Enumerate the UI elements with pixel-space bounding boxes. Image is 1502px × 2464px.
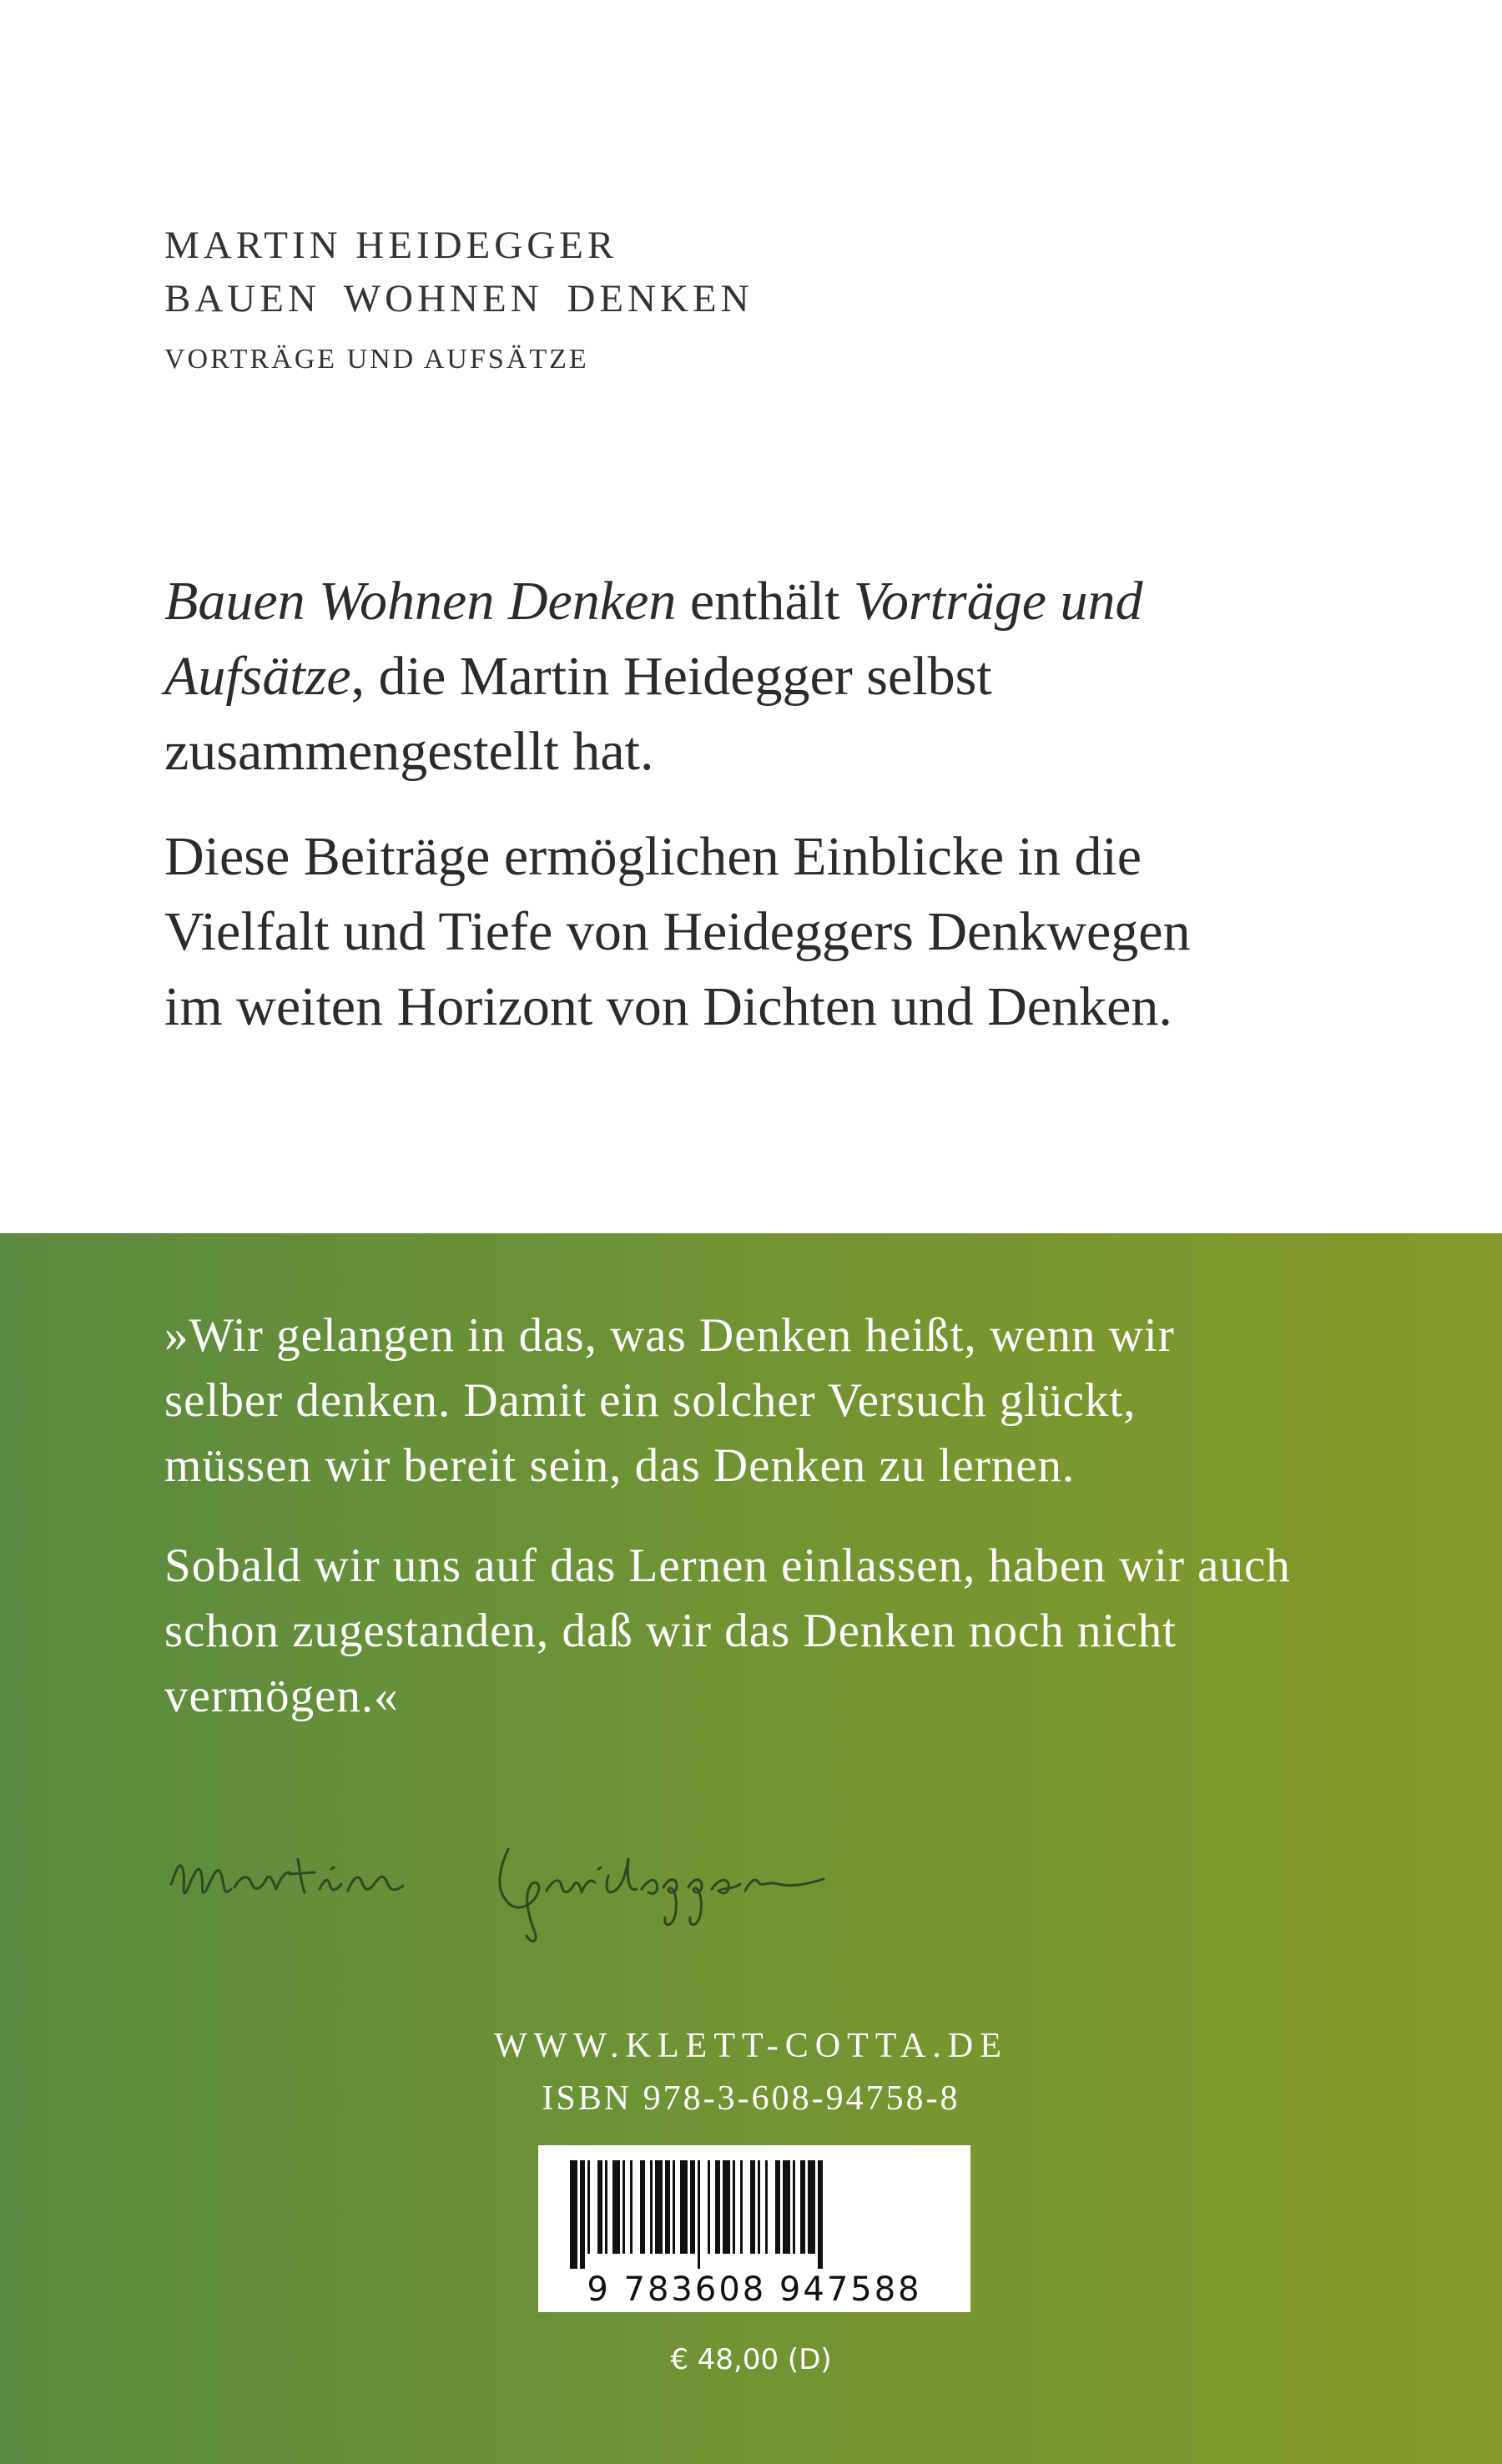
barcode-bar	[580, 2160, 585, 2269]
book-title: BAUEN WOHNEN DENKEN	[164, 277, 754, 320]
barcode-bars	[538, 2145, 970, 2270]
barcode-bar	[750, 2160, 755, 2254]
barcode-bar	[800, 2160, 805, 2254]
blurb-italic-title: Bauen Wohnen Denken	[164, 571, 677, 632]
publisher-website: WWW.KLETT-COTTA.DE	[494, 2027, 1008, 2065]
barcode-bar	[640, 2160, 645, 2254]
barcode-bar	[775, 2160, 780, 2254]
quote-paragraph-2: Sobald wir uns auf das Lernen einlassen, haben wir auch schon zugestanden, daß wir das Denken noch nicht vermögen.«	[164, 1539, 1291, 1722]
handwritten-signature	[164, 1826, 874, 1942]
blurb-text: enthält	[676, 571, 854, 632]
book-subtitle: VORTRÄGE UND AUFSÄTZE	[164, 344, 589, 375]
author-name: MARTIN HEIDEGGER	[164, 224, 618, 267]
barcode-bar	[698, 2160, 700, 2269]
barcode-bar	[612, 2160, 620, 2254]
barcode-bar	[690, 2160, 695, 2254]
isbn-number: ISBN 978-3-608-94758-8	[542, 2079, 960, 2118]
barcode-bar	[597, 2160, 602, 2254]
quote-paragraph-1: »Wir gelangen in das, was Denken heißt, wenn wir selber denken. Damit ein solcher Versuch glückt, müssen wir bereit sein, das Denken zu lernen.	[164, 1309, 1175, 1492]
barcode-bar	[650, 2160, 653, 2254]
barcode-bar	[765, 2160, 768, 2254]
book-header	[164, 219, 754, 375]
price: € 48,00 (D)	[670, 2343, 832, 2376]
barcode-digits: 9 783608 947588	[587, 2270, 922, 2309]
barcode-bar	[723, 2160, 730, 2254]
barcode-bar	[793, 2160, 795, 2254]
barcode-bar	[605, 2160, 607, 2254]
blurb-paragraph-1	[164, 564, 1249, 789]
barcode-bar	[808, 2160, 815, 2254]
barcode-bar	[587, 2160, 590, 2254]
barcode-bar	[570, 2160, 577, 2269]
barcode-bar	[740, 2160, 743, 2254]
blurb	[164, 564, 1249, 1075]
barcode-bar	[758, 2160, 760, 2254]
barcode-bar	[818, 2160, 823, 2269]
barcode-bar	[783, 2160, 790, 2254]
barcode-bar	[715, 2160, 720, 2254]
barcode-bar	[655, 2160, 663, 2254]
barcode-bar	[622, 2160, 625, 2254]
blurb-text: , die Martin Heidegger selbst zusammengestellt hat.	[164, 646, 992, 782]
lower-panel	[0, 1233, 1502, 2464]
barcode-bar	[630, 2160, 633, 2254]
blurb-italic-subtitle: Vorträge und Aufsätze	[164, 571, 1143, 707]
quote	[164, 1303, 1291, 1764]
barcode	[538, 2145, 970, 2312]
barcode-bar	[733, 2160, 735, 2254]
barcode-bar	[708, 2160, 710, 2254]
barcode-bar	[673, 2160, 675, 2254]
barcode-bar	[665, 2160, 670, 2254]
barcode-bar	[680, 2160, 688, 2254]
blurb-paragraph-2: Diese Beiträge ermöglichen Einblicke in die Vielfalt und Tiefe von Heideggers Denkwegen im weiten Horizont von Dichten und Denken.	[164, 826, 1191, 1037]
